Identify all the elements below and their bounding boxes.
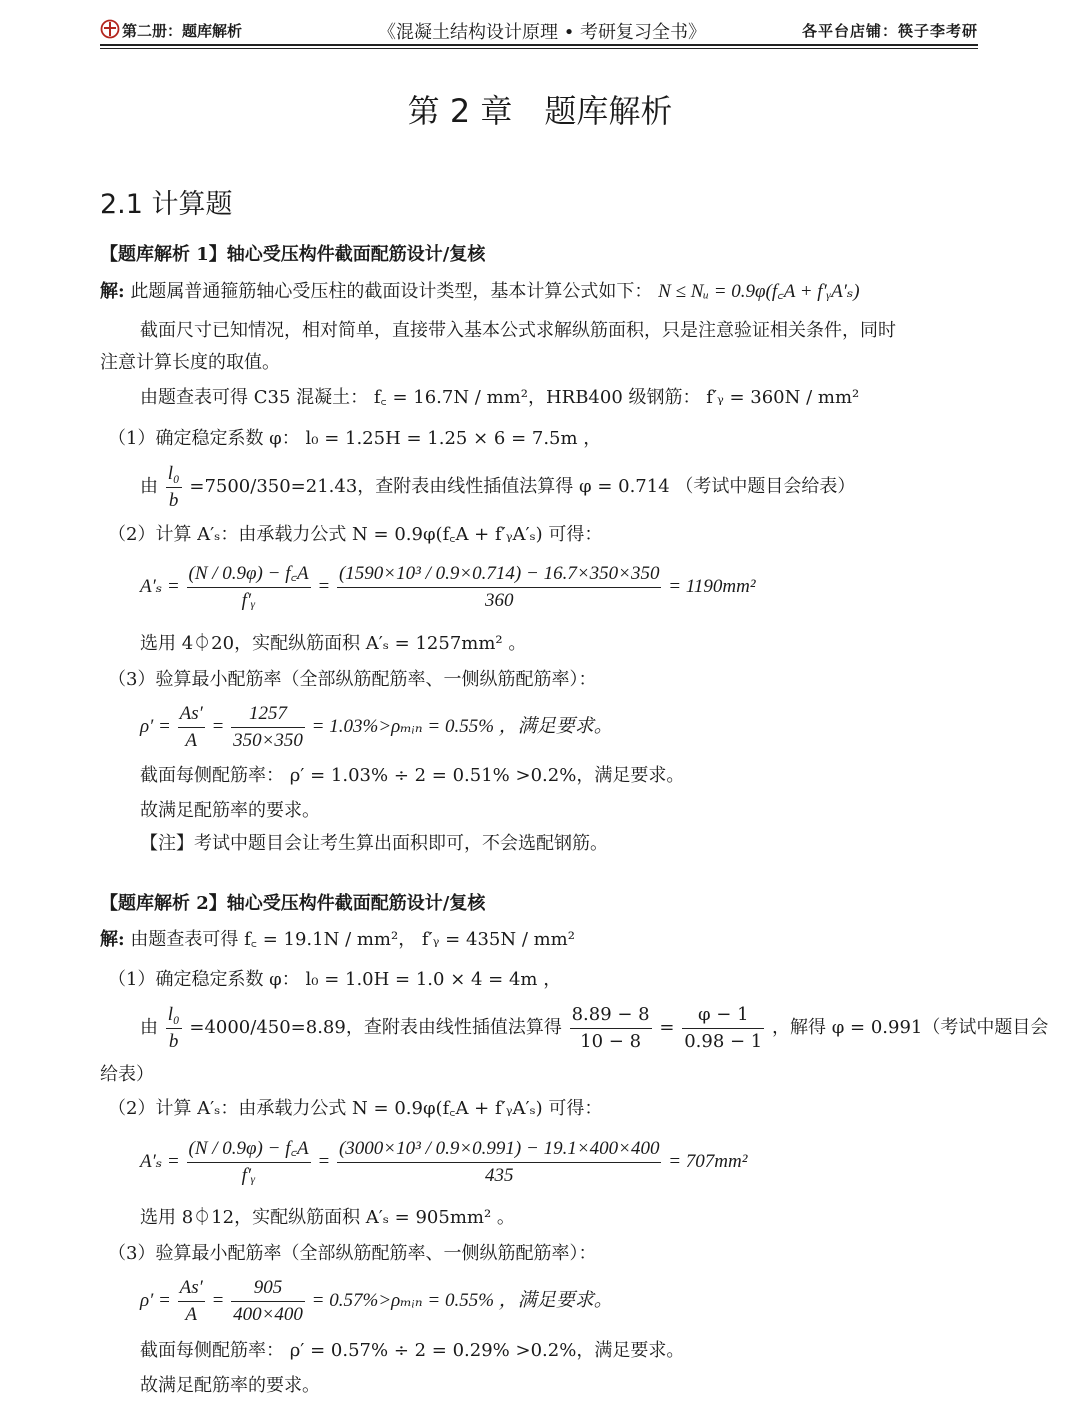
problem-1-para-line-2: 注意计算长度的取值。 — [100, 352, 280, 373]
problem-1-step-2: （2）计算 A′ₛ：由承载力公式 N = 0.9φ(f꜀A + f′ᵧA′ₛ) 可得： — [108, 524, 603, 545]
problem-2-conclusion: 故满足配筋率的要求。 — [140, 1375, 320, 1396]
intro-formula: N ≤ Nᵤ = 0.9φ(f꜀A + f′ᵧA′ₛ) — [658, 281, 860, 302]
chapter-title: 第 2 章 题库解析 — [407, 92, 673, 130]
running-header — [100, 14, 978, 46]
ratio-fraction-symbolic — [178, 701, 205, 754]
text-prefix: 由 — [140, 1017, 158, 1038]
problem-1-conclusion: 故满足配筋率的要求。 — [140, 800, 320, 821]
ratio-fraction-symbolic — [178, 1275, 205, 1328]
problem-2-step-1: （1）确定稳定系数 φ： l₀ = 1.0H = 1.0 × 4 = 4m ， — [108, 969, 562, 990]
fraction-denominator: 350×350 — [233, 730, 303, 752]
problem-2-step-3: （3）验算最小配筋率（全部纵筋配筋率、一侧纵筋配筋率）： — [108, 1243, 597, 1264]
problem-1-step-3: （3）验算最小配筋率（全部纵筋配筋率、一侧纵筋配筋率）： — [108, 669, 597, 690]
problem-1-intro — [100, 281, 860, 303]
fraction-denominator: b — [168, 489, 179, 511]
fraction-denominator: 360 — [484, 590, 514, 612]
fraction-numerator: (N / 0.9φ) − f꜀A — [187, 1136, 311, 1163]
formula-lhs: A′ₛ = — [140, 576, 180, 597]
formula-lhs: A′ₛ = — [140, 1151, 180, 1172]
problem-1-slenderness-line — [140, 460, 855, 514]
interpolation-fraction-right — [682, 1002, 764, 1055]
problem-1-title: 【题库解析 1】轴心受压构件截面配筋设计/复核 — [100, 244, 486, 265]
problem-1-ratio-formula — [140, 700, 613, 754]
solution-label: 解: — [100, 929, 125, 950]
fraction-numerator: l₀ — [166, 461, 182, 488]
fraction-denominator: 435 — [484, 1165, 514, 1187]
formula-result: = 1190mm² — [668, 576, 756, 597]
fraction-numerator: 1257 — [231, 701, 305, 728]
fraction-numerator: (3000×10³ / 0.9×0.991) − 19.1×400×400 — [337, 1136, 662, 1163]
fraction-numerator: As′ — [178, 701, 205, 728]
problem-1-note: 【注】考试中题目会让考生算出面积即可，不会选配钢筋。 — [140, 833, 608, 854]
problem-2-side-ratio: 截面每侧配筋率： ρ′ = 0.57% ÷ 2 = 0.29% >0.2%，满足要求。 — [140, 1340, 685, 1361]
solution-label: 解: — [100, 281, 125, 302]
problem-2-step-2: （2）计算 A′ₛ：由承载力公式 N = 0.9φ(f꜀A + f′ᵧA′ₛ) 可得： — [108, 1098, 603, 1119]
header-book-title: 《混凝土结构设计原理 • 考研复习全书》 — [378, 22, 707, 43]
fraction-numerator: 905 — [231, 1275, 305, 1302]
formula-fraction-numeric — [337, 1136, 662, 1189]
fraction-denominator: b — [168, 1030, 179, 1052]
header-rule-thick — [100, 44, 978, 46]
fraction-denominator: A — [185, 1304, 197, 1326]
fraction-numerator: (1590×10³ / 0.9×0.714) − 16.7×350×350 — [337, 561, 662, 588]
equals-sign: = — [317, 576, 331, 597]
formula-fraction-numeric — [337, 561, 662, 614]
section-title: 2.1 计算题 — [100, 189, 233, 220]
problem-2-rebar-choice: 选用 8⏀12，实配纵筋面积 A′ₛ = 905mm² 。 — [140, 1207, 515, 1228]
equals-sign: = — [317, 1151, 331, 1172]
problem-2-slenderness-line — [140, 1001, 1048, 1055]
problem-2-wrap-line: 给表） — [100, 1064, 154, 1085]
fraction-denominator: A — [185, 730, 197, 752]
fraction-numerator: (N / 0.9φ) − f꜀A — [187, 561, 311, 588]
problem-1-step-1: （1）确定稳定系数 φ： l₀ = 1.25H = 1.25 × 6 = 7.5m ， — [108, 428, 602, 449]
fraction-denominator: 400×400 — [233, 1304, 303, 1326]
interpolation-fraction-left — [570, 1002, 652, 1055]
slenderness-text: =4000/450=8.89，查附表由线性插值法算得 — [189, 1017, 562, 1038]
header-rule-thin — [100, 48, 978, 49]
ratio-result: = 1.03%>ρₘᵢₙ = 0.55% ，满足要求。 — [311, 716, 613, 737]
fraction-l0-over-b — [166, 461, 182, 514]
problem-2-ratio-formula — [140, 1274, 613, 1328]
fraction-denominator: 10 − 8 — [580, 1030, 642, 1052]
fraction-numerator: As′ — [178, 1275, 205, 1302]
fraction-numerator: φ − 1 — [682, 1002, 764, 1029]
formula-lhs: ρ′ = — [140, 716, 171, 737]
lookup-text: 由题查表可得 f꜀ = 19.1N / mm²， f′ᵧ = 435N / mm² — [130, 929, 575, 950]
formula-fraction-symbolic — [187, 561, 311, 614]
problem-1-lookup: 由题查表可得 C35 混凝土： f꜀ = 16.7N / mm²，HRB400 级钢筋： f′ᵧ = 360N / mm² — [140, 387, 860, 408]
fraction-denominator: f′ᵧ — [241, 590, 256, 612]
phi-result: ，解得 φ = 0.991（考试中题目会 — [772, 1017, 1049, 1038]
problem-2-steel-area-formula — [140, 1135, 747, 1189]
equals-sign: = — [211, 1290, 225, 1311]
equals-sign: = — [211, 716, 225, 737]
ratio-result: = 0.57%>ρₘᵢₙ = 0.55% ，满足要求。 — [311, 1290, 613, 1311]
formula-result: = 707mm² — [668, 1151, 748, 1172]
ratio-fraction-numeric — [231, 701, 305, 754]
problem-2-lookup-line — [100, 929, 575, 951]
header-shop: 各平台店铺：筷子李考研 — [801, 22, 978, 40]
problem-1-para-line-1: 截面尺寸已知情况，相对简单，直接带入基本公式求解纵筋面积，只是注意验证相关条件，同时 — [140, 320, 896, 341]
ratio-fraction-numeric — [231, 1275, 305, 1328]
problem-1-rebar-choice: 选用 4⏀20，实配纵筋面积 A′ₛ = 1257mm² 。 — [140, 633, 527, 654]
header-volume: 第二册：题库解析 — [122, 22, 243, 40]
fraction-numerator: l₀ — [166, 1002, 182, 1029]
problem-2-title: 【题库解析 2】轴心受压构件截面配筋设计/复核 — [100, 893, 486, 914]
slenderness-result: =7500/350=21.43，查附表由线性插值法算得 φ = 0.714 （考试中题目会给表） — [189, 476, 856, 497]
intro-text: 此题属普通箍筋轴心受压柱的截面设计类型，基本计算公式如下： — [130, 281, 653, 302]
fraction-numerator: 8.89 − 8 — [570, 1002, 652, 1029]
fraction-l0-over-b — [166, 1002, 182, 1055]
formula-fraction-symbolic — [187, 1136, 311, 1189]
equals-sign: = — [659, 1017, 675, 1038]
publisher-logo-icon — [100, 19, 120, 39]
text-prefix: 由 — [140, 476, 158, 497]
problem-1-steel-area-formula — [140, 560, 756, 614]
fraction-denominator: f′ᵧ — [241, 1165, 256, 1187]
formula-lhs: ρ′ = — [140, 1290, 171, 1311]
problem-1-side-ratio: 截面每侧配筋率： ρ′ = 1.03% ÷ 2 = 0.51% >0.2%，满足要求。 — [140, 765, 685, 786]
fraction-denominator: 0.98 − 1 — [684, 1030, 763, 1052]
